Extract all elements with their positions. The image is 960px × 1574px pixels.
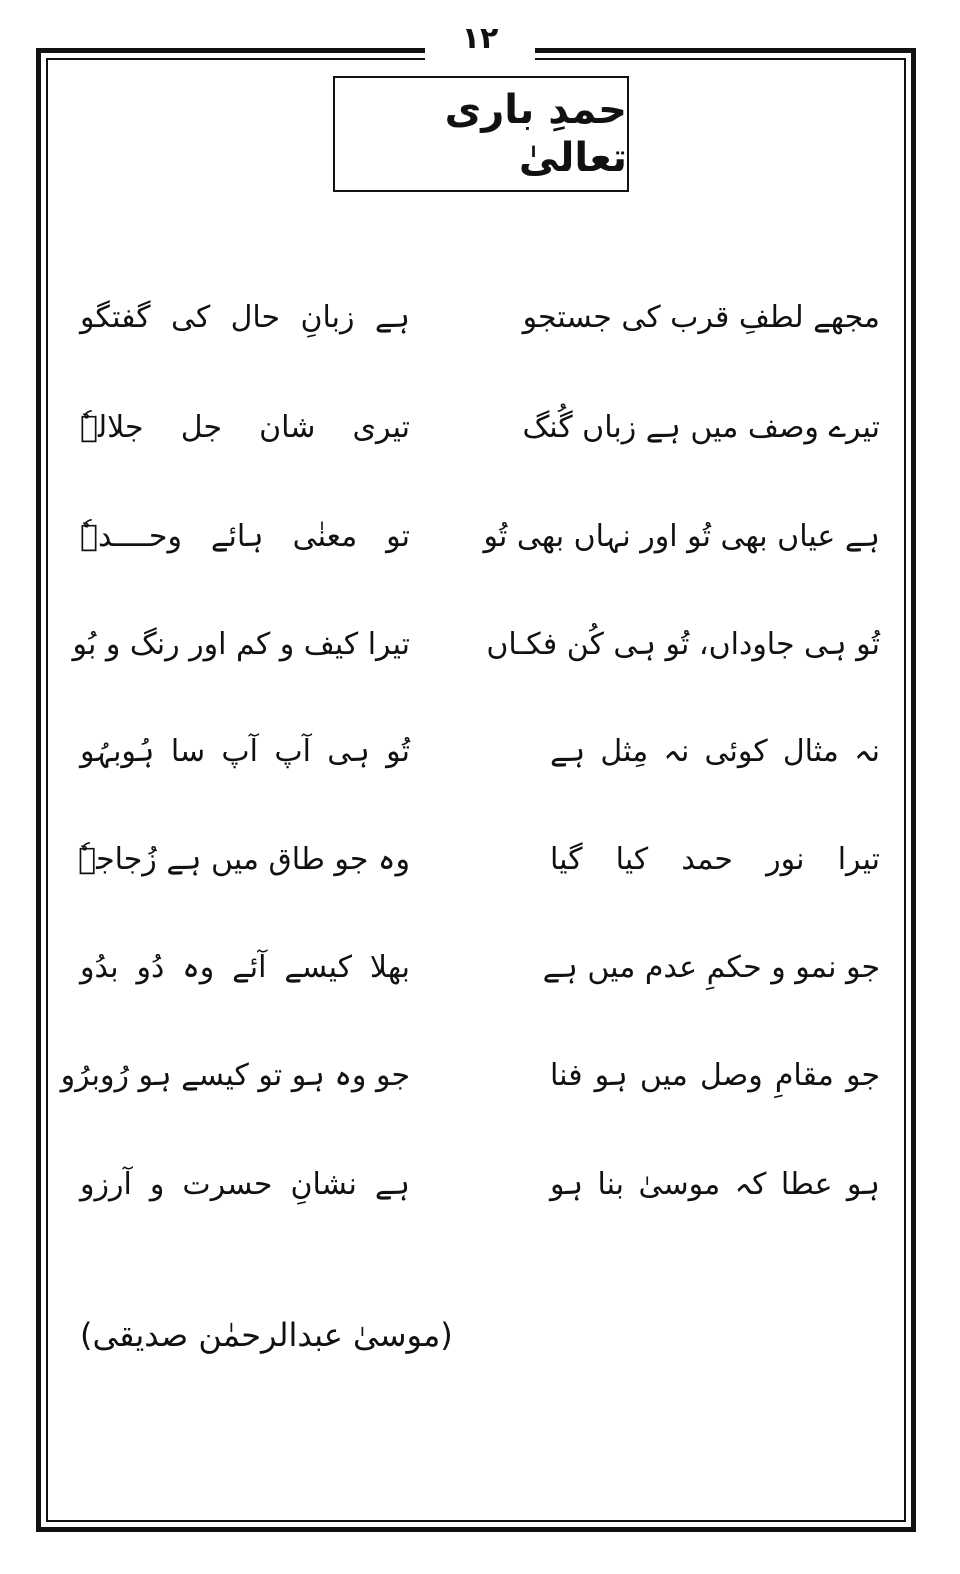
couplet-second-line: تو معنٰی ہائے وحــــدہٗ <box>80 519 410 554</box>
poem-title: حمدِ باری تعالیٰ <box>444 87 627 181</box>
title-box <box>333 76 629 192</box>
couplet-first-line: ہے عیاں بھی تُو اور نہاں بھی تُو <box>483 519 880 554</box>
couplet-second-line: جو وہ ہو تو کیسے ہو رُوبرُو <box>60 1058 410 1093</box>
couplet-first-line: جو مقامِ وصل میں ہو فنا <box>550 1058 880 1093</box>
couplet <box>80 278 880 358</box>
couplet-second-line: بھلا کیسے آئے وہ دُو بدُو <box>80 950 410 985</box>
page-number: ۱۲ <box>430 22 530 56</box>
couplet <box>80 712 880 792</box>
couplet <box>60 1036 880 1116</box>
couplet <box>80 820 880 900</box>
couplet <box>80 497 880 577</box>
couplet-first-line: ہو عطا کہ موسیٰ بنا ہو <box>550 1167 880 1202</box>
couplet-second-line: تیرا کیف و کم اور رنگ و بُو <box>72 627 410 662</box>
couplet <box>80 388 880 468</box>
couplet <box>72 605 880 685</box>
couplet-first-line: جو نمو و حکمِ عدم میں ہے <box>542 950 880 985</box>
poet-signature: (موسیٰ عبدالرحمٰن صدیقی) <box>80 1316 453 1354</box>
couplet <box>80 928 880 1008</box>
couplet-first-line: تُو ہی جاوداں، تُو ہی کُن فکـاں <box>486 627 880 662</box>
couplet-second-line: ہے نشانِ حسرت و آرزو <box>80 1167 410 1202</box>
couplet-second-line: ہے زبانِ حال کی گفتگو <box>80 300 410 335</box>
couplet-first-line: نہ مثال کوئی نہ مِثل ہے <box>550 734 880 769</box>
couplet <box>80 1145 880 1225</box>
couplet-second-line: وہ جو طاق میں ہے زُجاجہٗ <box>78 842 410 877</box>
couplet-second-line: تیری شان جل جلالہٗ <box>80 410 410 445</box>
couplet-first-line: مجھے لطفِ قرب کی جستجو <box>522 300 880 335</box>
couplet-second-line: تُو ہی آپ آپ سا ہُوبہُو <box>80 734 410 769</box>
couplet-first-line: تیرا نور حمد کیا گیا <box>550 842 880 877</box>
couplet-first-line: تیرے وصف میں ہے زباں گُنگ <box>522 410 880 445</box>
